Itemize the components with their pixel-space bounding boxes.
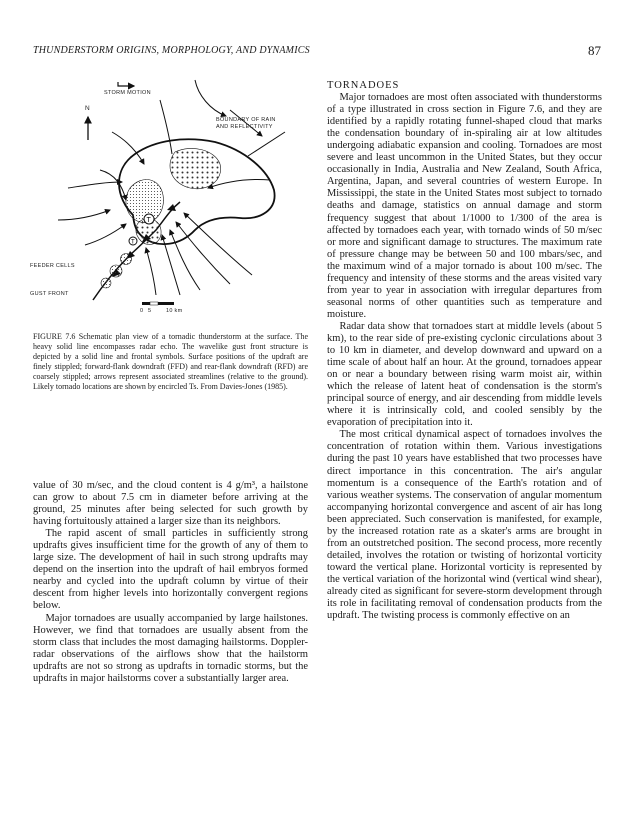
paragraph: value of 30 m/sec, and the cloud content is 4 g/m³, a hailstone can grow to about 7.5 cm in diameter before arriving at the ground, 25 minutes after being selected for such growth by having fortuitously attained a larger size than its neighbors. [33, 480, 308, 528]
right-column [327, 80, 602, 622]
page-number: 87 [588, 43, 601, 58]
streamlines [58, 80, 285, 295]
scale-label-10-km: 10 km [166, 308, 183, 314]
feeder-cells-label: FEEDER CELLS [30, 263, 75, 269]
paragraph: The most critical dynamical aspect of tornadoes involves the concentration of rotation within them. Various investigations during the past 10 years have established that two processes have direct importance in this concentration. The air's angular momentum is a consequence of the Earth's rotation and of various weather systems. The conservation of angular momentum accompanying horizontal convergence and ascent of air has long been appreciated. Such conservation is manifested, for example, by the increased rotation rate as a skater's arms are brought in from an outstretched position. The second process, more recently detailed, involves the rotation or twisting of horizontal vorticity toward the vertical plane. Horizontal vorticity is represented by the vertical variation of the horizontal wind (vertical wind shear), already cited as significant for severe-storm development through its role in facilitating removal of condensation products from the updraft. The twisting process is commonly effective on an [327, 429, 602, 622]
section-title: TORNADOES [327, 80, 400, 91]
paragraph: Major tornadoes are usually accompanied by large hailstones. However, we find that tornadoes are usually absent from the storm class that includes the most damaging hailstorms. Doppler-radar observations of the airflows show that the hailstorm updrafts are not so strong as updrafts in tornadic storms, but the updrafts in major hailstorms cover a substantially larger area. [33, 612, 308, 684]
scale-label-5: 5 [148, 308, 152, 314]
svg-text:T: T [131, 239, 135, 246]
svg-text:T: T [146, 217, 151, 224]
storm-plan-view-diagram [30, 70, 312, 330]
left-column [33, 480, 308, 685]
scale-label-0: 0 [140, 308, 144, 314]
north-label: N [85, 105, 90, 112]
forward-flank-downdraft [170, 148, 221, 188]
page-header [33, 45, 601, 59]
figure-caption: FIGURE 7.6 Schematic plan view of a tornadic thunderstorm at the surface. The heavy solid line encompasses radar echo. The wavelike gust front structure is depicted by a solid line and frontal symbols. Surface positions of the updraft are finely stippled; forward-flank downdraft (FFD) and rear-flank downdraft (RFD) are coarsely stippled; arrows represent associated streamlines (relative to the ground). Likely tornado locations are shown by encircled Ts. From Davies-Jones (1985). [33, 332, 308, 392]
boundary-label-line-1: BOUNDARY OF RAIN [216, 117, 276, 123]
boundary-label-line-2: AND REFLECTIVITY [216, 123, 273, 130]
scale-bar [142, 302, 174, 305]
tornado-location-symbol [144, 214, 154, 224]
tornado-location-symbol [129, 237, 137, 246]
paragraph: Radar data show that tornadoes start at middle levels (about 5 km), to the rear side of pre-existing cyclonic circulations about 3 to 10 km in diameter, and develop downward and upward on a time scale of about half an hour. At the ground, tornadoes appear on or near a boundary between rising warm moist air, within which the release of latent heat of condensation is the storm's principal source of energy, and air descending from middle levels where it is intrinsically cold, and cooled sensibly by the evaporation of precipitation into it. [327, 320, 602, 429]
storm-motion-label: STORM MOTION [104, 90, 151, 96]
figure-7-6 [30, 70, 312, 330]
gust-front-label: GUST FRONT [30, 291, 69, 297]
storm-motion-arrow [118, 82, 134, 86]
paragraph: Major tornadoes are most often associated with thunderstorms of a type illustrated in cross section in Figure 7.6, and they are identified by a rapidly rotating funnel-shaped cloud that marks the condensation boundary of in-spiraling air at low altitudes undergoing adiabatic expansion and cooling. Tornadoes are most severe and least uncommon in the United States, but they occur occasionally in India, Australia and New Zealand, South Africa, Argentina, Japan, and several countries of western Europe. In Mississippi, the state in the United States most subject to tornado deaths and damage, statistics on annual damage and storm frequency suggest that about 1/1000 to 1/300 of the area is affected by tornadoes each year, with tornado winds of 50 m/sec or more and significant damage to structures. The maximum rate of pressure change may be between 50 and 100 mbars/sec, and the maximum wind of a major tornado is about 100 m/sec. The frequency and intensity of these storms and the areas visited vary from year to year in association with irregular departures from seasonal norms of other quantities such as temperature and moisture. [327, 92, 602, 320]
running-head: THUNDERSTORM ORIGINS, MORPHOLOGY, AND DYNAMICS [33, 45, 310, 56]
feeder-cells [101, 254, 132, 289]
paragraph: The rapid ascent of small particles in sufficiently strong updrafts gives insufficient time for the growth of any of them to large size. The development of hail in such strong updrafts may depend on the insertion into the updraft of hail embryos formed nearby and cycled into the updraft column by virtue of their descent from higher levels into horizontally convergent regions below. [33, 528, 308, 612]
